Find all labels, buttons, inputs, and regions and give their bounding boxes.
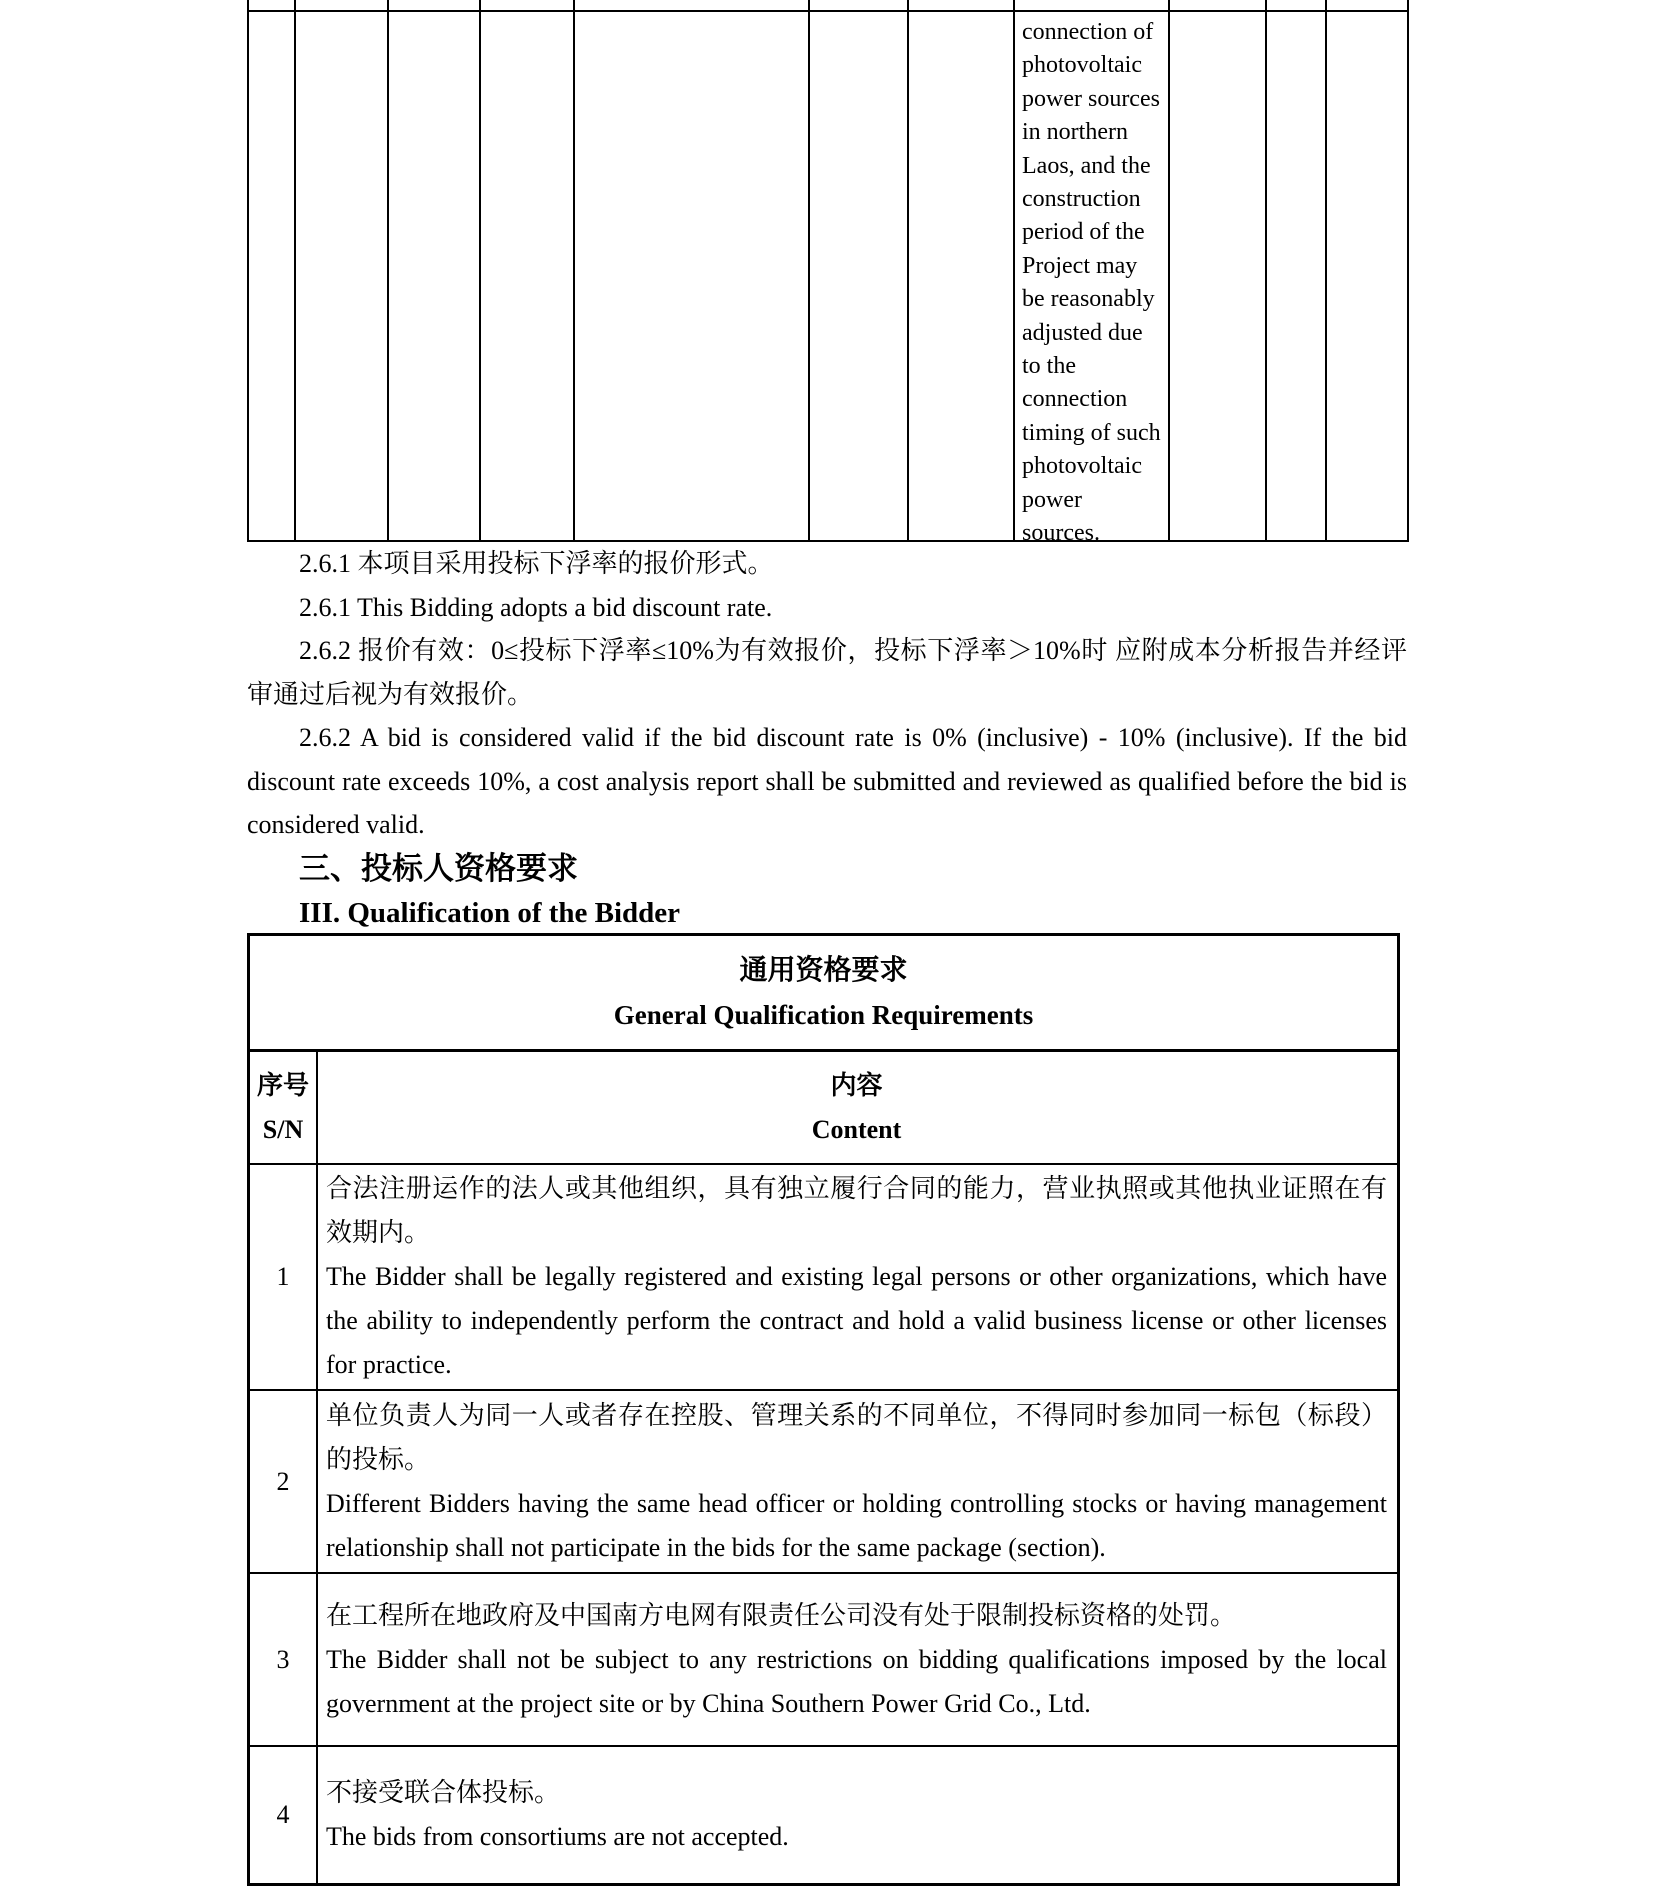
- remark-text: connection of photovoltaic power sources in northern Laos, and the construction period of the Project may be reasonably adjusted due to the connection timing of such photovoltaic power sources.: [1022, 19, 1161, 547]
- row-text-cn: 单位负责人为同一人或者存在控股、管理关系的不同单位，不得同时参加同一标包（标段）的投标。: [326, 1400, 1387, 1474]
- table1-empty-cell: [1170, 0, 1267, 540]
- row-sn: 1: [250, 1165, 318, 1389]
- section-heading-en: III. Qualification of the Bidder: [299, 896, 681, 929]
- row-sn: 2: [250, 1391, 318, 1572]
- table1-empty-cell: [481, 0, 575, 540]
- row-content: [318, 1391, 1397, 1572]
- content-header-cell: [318, 1052, 1397, 1163]
- row-text-en: The bids from consortiums are not accepted.: [326, 1822, 789, 1851]
- qual-table-title-row: [250, 936, 1397, 1052]
- row-content: [318, 1747, 1397, 1883]
- content-header-en: Content: [811, 1114, 902, 1144]
- para-2-6-2-en: 2.6.2 A bid is considered valid if the bid discount rate is 0% (inclusive) - 10% (inclusive). If the bid discount rate exceeds 10%, a cost analysis report shall be submitted and reviewed as qualified before the bid is considered valid.: [247, 723, 1407, 839]
- row-text-cn: 合法注册运作的法人或其他组织，具有独立履行合同的能力，营业执照或其他执业证照在有效期内。: [326, 1174, 1387, 1247]
- table-row: [250, 1165, 1397, 1391]
- table1-row-divider: [249, 10, 1409, 12]
- row-sn: 3: [250, 1574, 318, 1745]
- section-heading-cn: 三、投标人资格要求: [299, 850, 578, 886]
- table1-remark-cell: [1015, 0, 1170, 547]
- row-text-en: Different Bidders having the same head officer or holding controlling stocks or having management relationship shall not participate in the bids for the same package (section).: [326, 1488, 1387, 1562]
- sn-header-en: S/N: [262, 1114, 304, 1144]
- row-text-cn: 不接受联合体投标。: [326, 1778, 561, 1807]
- table1-empty-cell: [1267, 0, 1327, 540]
- table-row: [250, 1391, 1397, 1574]
- qualification-table: [247, 933, 1400, 1886]
- sn-header-cn: 序号: [256, 1070, 309, 1100]
- table1-empty-cell: [575, 0, 810, 540]
- table1-empty-cell: [249, 0, 296, 540]
- sn-header-cell: [250, 1052, 318, 1163]
- qual-table-title-en: General Qualification Requirements: [613, 999, 1034, 1030]
- table1-empty-cell: [810, 0, 909, 540]
- table1-empty-cell: [909, 0, 1015, 540]
- row-sn: 4: [250, 1747, 318, 1883]
- appendix-table: [247, 0, 1409, 547]
- row-content: [318, 1574, 1397, 1745]
- row-content: [318, 1165, 1397, 1389]
- row-text-en: The Bidder shall be legally registered and existing legal persons or other organizations, which have the ability to independently perform the contract and hold a valid business license or other licenses for practice.: [326, 1262, 1387, 1379]
- para-2-6-1-cn: 2.6.1 本项目采用投标下浮率的报价形式。: [299, 549, 774, 578]
- qual-table-title-cn: 通用资格要求: [739, 954, 908, 986]
- para-2-6-1-en: 2.6.1 This Bidding adopts a bid discount rate.: [299, 592, 773, 622]
- body-paragraphs: [247, 542, 1407, 935]
- qual-table-header-row: [250, 1052, 1397, 1165]
- table-row: [250, 1574, 1397, 1747]
- row-text-cn: 在工程所在地政府及中国南方电网有限责任公司没有处于限制投标资格的处罚。: [326, 1600, 1237, 1630]
- table1-empty-cell: [1327, 0, 1409, 540]
- table-row: [250, 1747, 1397, 1883]
- table1-empty-cell: [389, 0, 481, 540]
- para-2-6-2-cn: 2.6.2 报价有效：0≤投标下浮率≤10%为有效报价，投标下浮率＞10%时 应附成本分析报告并经评审通过后视为有效报价。: [247, 636, 1407, 709]
- row-text-en: The Bidder shall not be subject to any restrictions on bidding qualifications imposed by the local government at the project site or by China Southern Power Grid Co., Ltd.: [326, 1644, 1387, 1718]
- table1-empty-cell: [296, 0, 389, 540]
- content-header-cn: 内容: [830, 1070, 883, 1100]
